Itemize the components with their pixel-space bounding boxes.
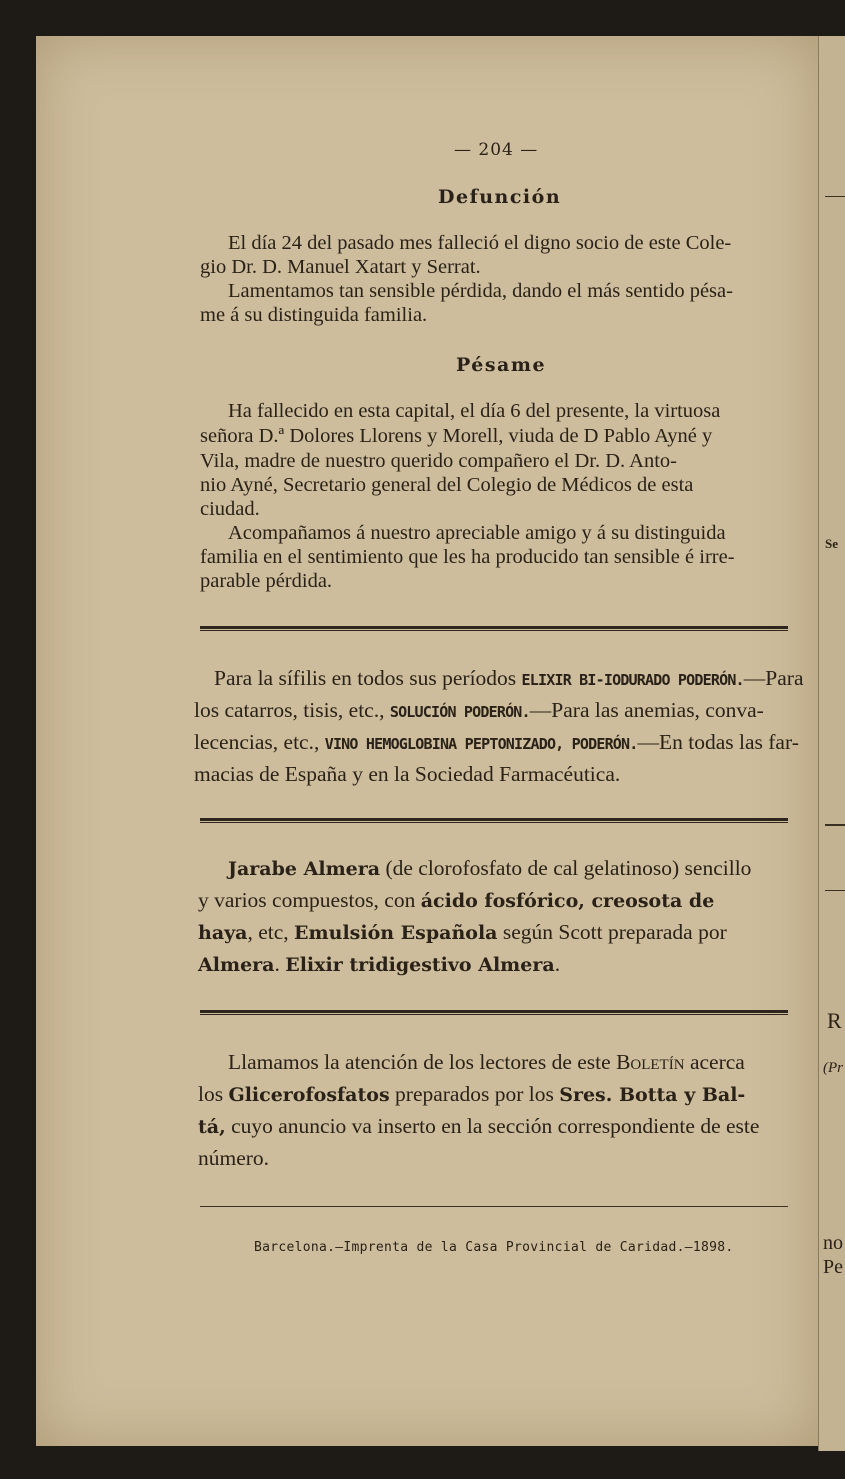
product-solucion-poderon: SOLUCIÓN PODERÓN. xyxy=(389,703,530,721)
boletin-word: Boletín xyxy=(616,1050,685,1074)
edge-rule xyxy=(825,824,845,826)
ad-almera-line-4: Almera. Elixir tridigestivo Almera. xyxy=(198,952,561,976)
notice-line-2: los Glicerofosfatos preparados por los Sres. Botta y Bal- xyxy=(198,1082,746,1106)
product-vino-hemoglobina: VINO HEMOGLOBINA PEPTONIZADO, PODERÓN. xyxy=(324,735,638,753)
edge-fragment: Pe xyxy=(823,1256,843,1278)
notice-line-3: tá, cuyo anuncio va inserto en la sección correspondiente de este xyxy=(198,1114,760,1138)
defuncion-line-2: gio Dr. D. Manuel Xatart y Serrat. xyxy=(200,256,481,278)
edge-rule xyxy=(825,890,845,891)
defuncion-line-3: Lamentamos tan sensible pérdida, dando el más sentido pésa- xyxy=(228,280,733,302)
document-page xyxy=(36,36,818,1446)
facing-page-edge xyxy=(818,36,845,1451)
pesame-line-8: parable pérdida. xyxy=(200,570,333,592)
product-jarabe-almera: Jarabe Almera xyxy=(228,858,381,880)
divider-rule xyxy=(200,818,788,823)
edge-rule xyxy=(825,196,845,197)
divider-rule xyxy=(200,1010,788,1015)
pesame-line-5: ciudad. xyxy=(200,498,260,520)
defuncion-line-4: me á su distinguida familia. xyxy=(200,304,428,326)
pesame-line-3: Vila, madre de nuestro querido compañero el Dr. D. Anto- xyxy=(200,450,677,472)
heading-defuncion: Defunción xyxy=(438,186,562,208)
edge-fragment: (Pr xyxy=(823,1060,843,1076)
edge-fragment: R xyxy=(827,1008,842,1033)
pesame-line-6: Acompañamos á nuestro apreciable amigo y á su distinguida xyxy=(228,522,726,544)
edge-fragment: Se xyxy=(825,536,838,551)
pesame-line-1: Ha fallecido en esta capital, el día 6 del presente, la virtuosa xyxy=(228,400,721,422)
product-emulsion-espanola: Emulsión Española xyxy=(294,922,498,944)
edge-fragment: no xyxy=(823,1232,843,1254)
footer-rule xyxy=(200,1206,788,1207)
notice-line-4: número. xyxy=(198,1146,270,1170)
ad-sifilis-line-2: los catarros, tisis, etc., SOLUCIÓN PODERÓN.—Para las anemias, conva- xyxy=(194,698,764,722)
ad-almera-line-2: y varios compuestos, con ácido fosfórico, creosota de xyxy=(198,888,715,912)
pesame-line-2: señora D.ª Dolores Llorens y Morell, viuda de D Pablo Ayné y xyxy=(200,425,713,447)
ad-sifilis-line-1: Para la sífilis en todos sus períodos ELIXIR BI-IODURADO PODERÓN.—Para xyxy=(214,666,804,690)
notice-line-1: Llamamos la atención de los lectores de este Boletín acerca xyxy=(228,1050,745,1074)
product-elixir-bi-iodurado: ELIXIR BI-IODURADO PODERÓN. xyxy=(521,671,744,689)
heading-pesame: Pésame xyxy=(456,354,547,376)
ad-sifilis-line-3: lecencias, etc., VINO HEMOGLOBINA PEPTONIZADO, PODERÓN.—En todas las far- xyxy=(194,730,799,754)
ad-sifilis-line-4: macias de España y en la Sociedad Farmacéutica. xyxy=(194,762,621,786)
product-glicerofosfatos: Glicerofosfatos xyxy=(228,1084,390,1106)
page-number: — 204 — xyxy=(454,140,539,160)
defuncion-line-1: El día 24 del pasado mes falleció el digno socio de este Cole- xyxy=(228,232,732,254)
pesame-line-4: nio Ayné, Secretario general del Colegio de Médicos de esta xyxy=(200,474,694,496)
footer-imprint: Barcelona.—Imprenta de la Casa Provincial de Caridad.—1898. xyxy=(254,1240,734,1255)
ad-almera-line-3: haya, etc, Emulsión Española según Scott preparada por xyxy=(198,920,727,944)
divider-rule xyxy=(200,626,788,631)
pesame-line-7: familia en el sentimiento que les ha producido tan sensible é irre- xyxy=(200,546,735,568)
ad-almera-line-1: Jarabe Almera (de clorofosfato de cal gelatinoso) sencillo xyxy=(228,856,752,880)
product-elixir-tridigestivo: Elixir tridigestivo Almera xyxy=(285,954,555,976)
